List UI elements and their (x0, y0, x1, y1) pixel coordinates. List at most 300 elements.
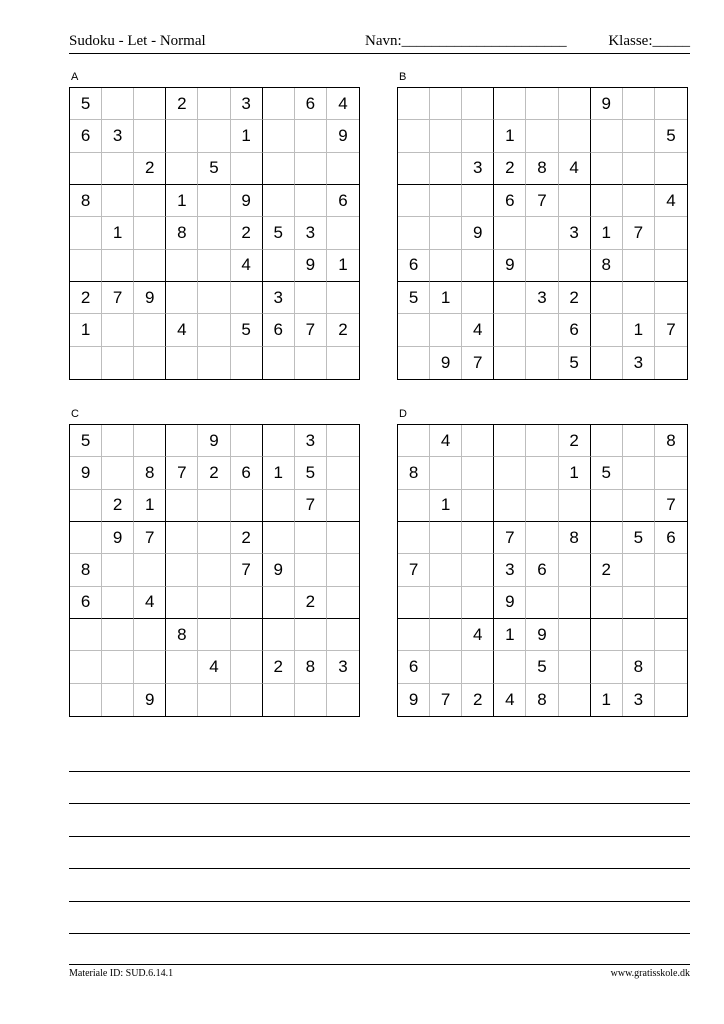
sudoku-cell[interactable]: 5 (591, 457, 623, 489)
sudoku-cell[interactable] (526, 250, 558, 282)
sudoku-cell[interactable] (623, 425, 655, 457)
sudoku-cell[interactable] (430, 314, 462, 346)
sudoku-cell[interactable] (198, 522, 230, 554)
sudoku-cell[interactable] (494, 314, 526, 346)
sudoku-cell[interactable] (263, 120, 295, 152)
sudoku-cell[interactable] (494, 425, 526, 457)
sudoku-cell[interactable]: 3 (295, 425, 327, 457)
sudoku-cell[interactable]: 2 (494, 153, 526, 185)
sudoku-cell[interactable] (134, 88, 166, 120)
sudoku-cell[interactable] (263, 684, 295, 716)
sudoku-cell[interactable]: 8 (526, 684, 558, 716)
sudoku-cell[interactable] (70, 684, 102, 716)
sudoku-cell[interactable] (559, 185, 591, 217)
sudoku-cell[interactable] (430, 554, 462, 586)
sudoku-cell[interactable] (70, 153, 102, 185)
sudoku-cell[interactable] (198, 684, 230, 716)
sudoku-cell[interactable]: 6 (655, 522, 687, 554)
sudoku-cell[interactable] (198, 347, 230, 379)
sudoku-cell[interactable] (327, 347, 359, 379)
sudoku-cell[interactable]: 3 (102, 120, 134, 152)
sudoku-cell[interactable]: 8 (526, 153, 558, 185)
sudoku-cell[interactable]: 8 (134, 457, 166, 489)
sudoku-cell[interactable]: 7 (102, 282, 134, 314)
sudoku-cell[interactable] (462, 185, 494, 217)
sudoku-cell[interactable] (591, 587, 623, 619)
sudoku-cell[interactable] (559, 651, 591, 683)
sudoku-cell[interactable]: 1 (70, 314, 102, 346)
sudoku-cell[interactable] (526, 425, 558, 457)
sudoku-cell[interactable]: 3 (559, 217, 591, 249)
sudoku-cell[interactable] (655, 153, 687, 185)
sudoku-cell[interactable]: 3 (526, 282, 558, 314)
sudoku-cell[interactable] (398, 347, 430, 379)
sudoku-cell[interactable] (198, 120, 230, 152)
sudoku-cell[interactable]: 9 (327, 120, 359, 152)
sudoku-cell[interactable]: 5 (198, 153, 230, 185)
sudoku-cell[interactable] (327, 282, 359, 314)
sudoku-cell[interactable]: 1 (231, 120, 263, 152)
sudoku-cell[interactable] (430, 522, 462, 554)
sudoku-cell[interactable]: 1 (263, 457, 295, 489)
sudoku-cell[interactable]: 7 (462, 347, 494, 379)
sudoku-cell[interactable] (263, 425, 295, 457)
sudoku-cell[interactable] (70, 250, 102, 282)
sudoku-cell[interactable]: 4 (231, 250, 263, 282)
sudoku-cell[interactable]: 3 (462, 153, 494, 185)
sudoku-cell[interactable] (166, 153, 198, 185)
sudoku-cell[interactable]: 8 (559, 522, 591, 554)
sudoku-cell[interactable] (295, 522, 327, 554)
sudoku-cell[interactable] (623, 554, 655, 586)
sudoku-cell[interactable] (430, 619, 462, 651)
sudoku-cell[interactable] (559, 619, 591, 651)
sudoku-cell[interactable]: 9 (134, 684, 166, 716)
sudoku-cell[interactable] (398, 217, 430, 249)
sudoku-cell[interactable] (655, 651, 687, 683)
sudoku-cell[interactable] (559, 554, 591, 586)
sudoku-cell[interactable]: 6 (398, 651, 430, 683)
sudoku-cell[interactable] (198, 587, 230, 619)
sudoku-cell[interactable] (102, 88, 134, 120)
sudoku-cell[interactable] (134, 347, 166, 379)
sudoku-cell[interactable]: 2 (134, 153, 166, 185)
sudoku-cell[interactable]: 4 (462, 619, 494, 651)
sudoku-cell[interactable]: 7 (655, 314, 687, 346)
sudoku-cell[interactable] (102, 153, 134, 185)
sudoku-cell[interactable]: 7 (166, 457, 198, 489)
sudoku-cell[interactable]: 9 (591, 88, 623, 120)
sudoku-cell[interactable]: 4 (198, 651, 230, 683)
sudoku-cell[interactable] (198, 88, 230, 120)
sudoku-cell[interactable] (102, 457, 134, 489)
sudoku-cell[interactable]: 8 (398, 457, 430, 489)
sudoku-cell[interactable]: 9 (430, 347, 462, 379)
sudoku-cell[interactable] (198, 490, 230, 522)
sudoku-cell[interactable] (559, 250, 591, 282)
sudoku-cell[interactable] (591, 619, 623, 651)
sudoku-cell[interactable] (623, 153, 655, 185)
sudoku-cell[interactable]: 4 (134, 587, 166, 619)
sudoku-cell[interactable] (166, 522, 198, 554)
sudoku-cell[interactable] (263, 490, 295, 522)
sudoku-cell[interactable]: 1 (430, 490, 462, 522)
sudoku-cell[interactable] (398, 490, 430, 522)
sudoku-cell[interactable] (591, 314, 623, 346)
sudoku-cell[interactable]: 9 (526, 619, 558, 651)
sudoku-cell[interactable]: 3 (494, 554, 526, 586)
sudoku-cell[interactable] (591, 347, 623, 379)
sudoku-cell[interactable] (462, 651, 494, 683)
sudoku-cell[interactable] (134, 120, 166, 152)
sudoku-cell[interactable] (198, 554, 230, 586)
sudoku-cell[interactable] (526, 490, 558, 522)
sudoku-cell[interactable] (134, 185, 166, 217)
sudoku-cell[interactable]: 6 (494, 185, 526, 217)
sudoku-cell[interactable] (295, 347, 327, 379)
sudoku-cell[interactable] (263, 185, 295, 217)
sudoku-cell[interactable] (526, 587, 558, 619)
sudoku-cell[interactable]: 9 (494, 250, 526, 282)
sudoku-cell[interactable] (327, 619, 359, 651)
sudoku-cell[interactable]: 3 (623, 684, 655, 716)
sudoku-cell[interactable] (166, 250, 198, 282)
sudoku-cell[interactable] (494, 347, 526, 379)
sudoku-cell[interactable] (591, 490, 623, 522)
sudoku-cell[interactable] (430, 457, 462, 489)
sudoku-cell[interactable]: 5 (623, 522, 655, 554)
sudoku-cell[interactable]: 5 (295, 457, 327, 489)
sudoku-cell[interactable]: 9 (102, 522, 134, 554)
sudoku-cell[interactable] (623, 120, 655, 152)
sudoku-cell[interactable]: 9 (198, 425, 230, 457)
sudoku-cell[interactable] (102, 554, 134, 586)
sudoku-cell[interactable]: 2 (327, 314, 359, 346)
sudoku-cell[interactable] (102, 185, 134, 217)
sudoku-cell[interactable] (102, 587, 134, 619)
sudoku-cell[interactable] (398, 185, 430, 217)
sudoku-cell[interactable] (462, 88, 494, 120)
sudoku-cell[interactable] (526, 88, 558, 120)
sudoku-cell[interactable] (398, 619, 430, 651)
sudoku-cell[interactable]: 9 (134, 282, 166, 314)
sudoku-cell[interactable]: 3 (231, 88, 263, 120)
sudoku-cell[interactable]: 2 (263, 651, 295, 683)
sudoku-cell[interactable] (231, 425, 263, 457)
sudoku-cell[interactable] (134, 425, 166, 457)
sudoku-cell[interactable]: 9 (494, 587, 526, 619)
sudoku-cell[interactable]: 7 (295, 314, 327, 346)
sudoku-cell[interactable]: 1 (623, 314, 655, 346)
sudoku-cell[interactable]: 4 (462, 314, 494, 346)
sudoku-cell[interactable]: 1 (494, 120, 526, 152)
sudoku-cell[interactable] (231, 619, 263, 651)
sudoku-cell[interactable] (494, 282, 526, 314)
sudoku-cell[interactable]: 4 (559, 153, 591, 185)
sudoku-cell[interactable] (102, 347, 134, 379)
sudoku-cell[interactable]: 5 (559, 347, 591, 379)
sudoku-cell[interactable]: 6 (70, 587, 102, 619)
sudoku-cell[interactable]: 1 (591, 217, 623, 249)
sudoku-cell[interactable] (166, 425, 198, 457)
sudoku-cell[interactable] (70, 651, 102, 683)
sudoku-cell[interactable] (327, 684, 359, 716)
sudoku-cell[interactable] (166, 684, 198, 716)
sudoku-cell[interactable] (559, 587, 591, 619)
sudoku-cell[interactable] (398, 425, 430, 457)
sudoku-cell[interactable] (231, 153, 263, 185)
sudoku-cell[interactable]: 6 (559, 314, 591, 346)
sudoku-cell[interactable] (430, 651, 462, 683)
sudoku-cell[interactable] (462, 425, 494, 457)
sudoku-cell[interactable] (198, 282, 230, 314)
sudoku-cell[interactable] (462, 250, 494, 282)
sudoku-cell[interactable] (134, 554, 166, 586)
sudoku-cell[interactable]: 7 (231, 554, 263, 586)
sudoku-cell[interactable]: 2 (166, 88, 198, 120)
sudoku-cell[interactable]: 7 (526, 185, 558, 217)
sudoku-cell[interactable]: 2 (559, 282, 591, 314)
sudoku-cell[interactable] (231, 587, 263, 619)
sudoku-cell[interactable]: 1 (102, 217, 134, 249)
sudoku-cell[interactable] (70, 217, 102, 249)
sudoku-cell[interactable]: 2 (591, 554, 623, 586)
sudoku-cell[interactable]: 8 (166, 619, 198, 651)
sudoku-cell[interactable] (398, 120, 430, 152)
sudoku-cell[interactable] (198, 217, 230, 249)
sudoku-cell[interactable]: 2 (231, 522, 263, 554)
sudoku-cell[interactable] (591, 651, 623, 683)
sudoku-cell[interactable] (263, 619, 295, 651)
sudoku-cell[interactable]: 2 (102, 490, 134, 522)
sudoku-cell[interactable] (430, 250, 462, 282)
sudoku-cell[interactable]: 5 (655, 120, 687, 152)
sudoku-cell[interactable]: 1 (494, 619, 526, 651)
sudoku-cell[interactable] (526, 522, 558, 554)
sudoku-cell[interactable] (623, 88, 655, 120)
sudoku-cell[interactable] (462, 490, 494, 522)
sudoku-cell[interactable]: 8 (70, 554, 102, 586)
sudoku-cell[interactable]: 7 (494, 522, 526, 554)
sudoku-cell[interactable] (295, 282, 327, 314)
sudoku-cell[interactable] (327, 425, 359, 457)
sudoku-cell[interactable]: 3 (623, 347, 655, 379)
sudoku-cell[interactable] (430, 587, 462, 619)
sudoku-cell[interactable] (623, 185, 655, 217)
sudoku-cell[interactable] (263, 250, 295, 282)
sudoku-cell[interactable] (430, 153, 462, 185)
sudoku-cell[interactable] (166, 554, 198, 586)
sudoku-cell[interactable]: 7 (623, 217, 655, 249)
sudoku-cell[interactable] (526, 120, 558, 152)
sudoku-cell[interactable] (134, 250, 166, 282)
sudoku-cell[interactable] (166, 651, 198, 683)
sudoku-cell[interactable] (166, 282, 198, 314)
sudoku-cell[interactable]: 1 (430, 282, 462, 314)
sudoku-cell[interactable] (263, 153, 295, 185)
sudoku-cell[interactable] (462, 554, 494, 586)
sudoku-cell[interactable] (327, 587, 359, 619)
sudoku-cell[interactable]: 6 (263, 314, 295, 346)
sudoku-cell[interactable] (231, 651, 263, 683)
sudoku-cell[interactable]: 1 (166, 185, 198, 217)
sudoku-cell[interactable]: 9 (263, 554, 295, 586)
sudoku-cell[interactable] (263, 587, 295, 619)
sudoku-cell[interactable]: 8 (166, 217, 198, 249)
sudoku-cell[interactable]: 6 (70, 120, 102, 152)
sudoku-cell[interactable]: 8 (295, 651, 327, 683)
sudoku-cell[interactable] (526, 314, 558, 346)
sudoku-cell[interactable] (102, 619, 134, 651)
sudoku-cell[interactable] (198, 185, 230, 217)
sudoku-cell[interactable] (526, 457, 558, 489)
sudoku-cell[interactable] (166, 490, 198, 522)
sudoku-cell[interactable] (494, 217, 526, 249)
sudoku-cell[interactable]: 1 (327, 250, 359, 282)
sudoku-cell[interactable] (327, 554, 359, 586)
sudoku-cell[interactable] (526, 347, 558, 379)
sudoku-cell[interactable]: 2 (231, 217, 263, 249)
sudoku-cell[interactable] (655, 619, 687, 651)
sudoku-cell[interactable] (134, 217, 166, 249)
sudoku-cell[interactable] (655, 457, 687, 489)
sudoku-cell[interactable]: 8 (655, 425, 687, 457)
sudoku-cell[interactable] (430, 185, 462, 217)
sudoku-cell[interactable] (559, 490, 591, 522)
sudoku-cell[interactable] (559, 88, 591, 120)
sudoku-cell[interactable] (655, 684, 687, 716)
sudoku-cell[interactable] (198, 314, 230, 346)
sudoku-cell[interactable]: 9 (70, 457, 102, 489)
sudoku-cell[interactable]: 7 (134, 522, 166, 554)
sudoku-cell[interactable] (591, 522, 623, 554)
sudoku-cell[interactable] (526, 217, 558, 249)
sudoku-cell[interactable]: 5 (398, 282, 430, 314)
sudoku-cell[interactable] (231, 490, 263, 522)
sudoku-cell[interactable] (295, 153, 327, 185)
sudoku-cell[interactable] (398, 153, 430, 185)
sudoku-cell[interactable] (102, 651, 134, 683)
sudoku-cell[interactable] (102, 425, 134, 457)
sudoku-cell[interactable] (494, 457, 526, 489)
sudoku-cell[interactable] (70, 490, 102, 522)
sudoku-cell[interactable]: 7 (398, 554, 430, 586)
sudoku-cell[interactable] (102, 250, 134, 282)
sudoku-cell[interactable] (623, 282, 655, 314)
sudoku-cell[interactable]: 7 (295, 490, 327, 522)
sudoku-cell[interactable] (231, 282, 263, 314)
sudoku-cell[interactable] (166, 587, 198, 619)
sudoku-cell[interactable] (655, 282, 687, 314)
sudoku-cell[interactable] (559, 120, 591, 152)
sudoku-cell[interactable]: 5 (231, 314, 263, 346)
sudoku-cell[interactable]: 2 (198, 457, 230, 489)
sudoku-cell[interactable]: 3 (263, 282, 295, 314)
sudoku-cell[interactable] (134, 651, 166, 683)
sudoku-cell[interactable] (494, 651, 526, 683)
sudoku-cell[interactable] (655, 88, 687, 120)
sudoku-cell[interactable] (327, 457, 359, 489)
sudoku-cell[interactable]: 3 (295, 217, 327, 249)
sudoku-cell[interactable] (623, 619, 655, 651)
sudoku-cell[interactable] (327, 217, 359, 249)
sudoku-cell[interactable] (70, 347, 102, 379)
sudoku-cell[interactable] (655, 347, 687, 379)
sudoku-cell[interactable] (655, 587, 687, 619)
sudoku-cell[interactable] (70, 619, 102, 651)
sudoku-cell[interactable] (295, 619, 327, 651)
sudoku-cell[interactable] (134, 314, 166, 346)
sudoku-cell[interactable] (263, 347, 295, 379)
sudoku-cell[interactable]: 4 (655, 185, 687, 217)
sudoku-cell[interactable]: 6 (231, 457, 263, 489)
sudoku-cell[interactable]: 8 (623, 651, 655, 683)
sudoku-cell[interactable] (623, 250, 655, 282)
sudoku-cell[interactable]: 6 (327, 185, 359, 217)
sudoku-cell[interactable] (430, 217, 462, 249)
sudoku-cell[interactable] (430, 88, 462, 120)
sudoku-cell[interactable] (462, 587, 494, 619)
sudoku-cell[interactable] (102, 684, 134, 716)
sudoku-cell[interactable]: 2 (462, 684, 494, 716)
sudoku-cell[interactable] (102, 314, 134, 346)
sudoku-cell[interactable]: 9 (231, 185, 263, 217)
sudoku-cell[interactable]: 6 (398, 250, 430, 282)
sudoku-cell[interactable]: 2 (70, 282, 102, 314)
sudoku-cell[interactable] (591, 153, 623, 185)
sudoku-cell[interactable] (231, 684, 263, 716)
sudoku-cell[interactable]: 1 (591, 684, 623, 716)
sudoku-cell[interactable] (198, 250, 230, 282)
sudoku-cell[interactable]: 7 (430, 684, 462, 716)
sudoku-cell[interactable] (591, 425, 623, 457)
sudoku-cell[interactable] (231, 347, 263, 379)
sudoku-cell[interactable]: 9 (462, 217, 494, 249)
sudoku-cell[interactable] (462, 282, 494, 314)
sudoku-cell[interactable]: 2 (559, 425, 591, 457)
sudoku-cell[interactable]: 8 (70, 185, 102, 217)
sudoku-cell[interactable]: 4 (430, 425, 462, 457)
sudoku-cell[interactable]: 5 (70, 88, 102, 120)
sudoku-cell[interactable] (134, 619, 166, 651)
sudoku-cell[interactable] (623, 490, 655, 522)
sudoku-cell[interactable]: 6 (295, 88, 327, 120)
sudoku-cell[interactable] (295, 554, 327, 586)
sudoku-cell[interactable] (263, 522, 295, 554)
sudoku-cell[interactable]: 1 (559, 457, 591, 489)
sudoku-cell[interactable]: 7 (655, 490, 687, 522)
sudoku-cell[interactable]: 4 (494, 684, 526, 716)
sudoku-cell[interactable]: 8 (591, 250, 623, 282)
sudoku-cell[interactable] (295, 185, 327, 217)
sudoku-cell[interactable]: 6 (526, 554, 558, 586)
sudoku-cell[interactable] (430, 120, 462, 152)
sudoku-cell[interactable]: 1 (134, 490, 166, 522)
sudoku-cell[interactable] (398, 314, 430, 346)
sudoku-cell[interactable] (494, 88, 526, 120)
sudoku-cell[interactable]: 4 (327, 88, 359, 120)
sudoku-cell[interactable]: 4 (166, 314, 198, 346)
sudoku-cell[interactable]: 9 (398, 684, 430, 716)
sudoku-cell[interactable]: 5 (526, 651, 558, 683)
sudoku-cell[interactable] (559, 684, 591, 716)
sudoku-cell[interactable] (327, 522, 359, 554)
sudoku-cell[interactable]: 5 (263, 217, 295, 249)
sudoku-cell[interactable] (295, 120, 327, 152)
sudoku-cell[interactable] (327, 490, 359, 522)
sudoku-cell[interactable] (591, 185, 623, 217)
sudoku-cell[interactable] (462, 120, 494, 152)
